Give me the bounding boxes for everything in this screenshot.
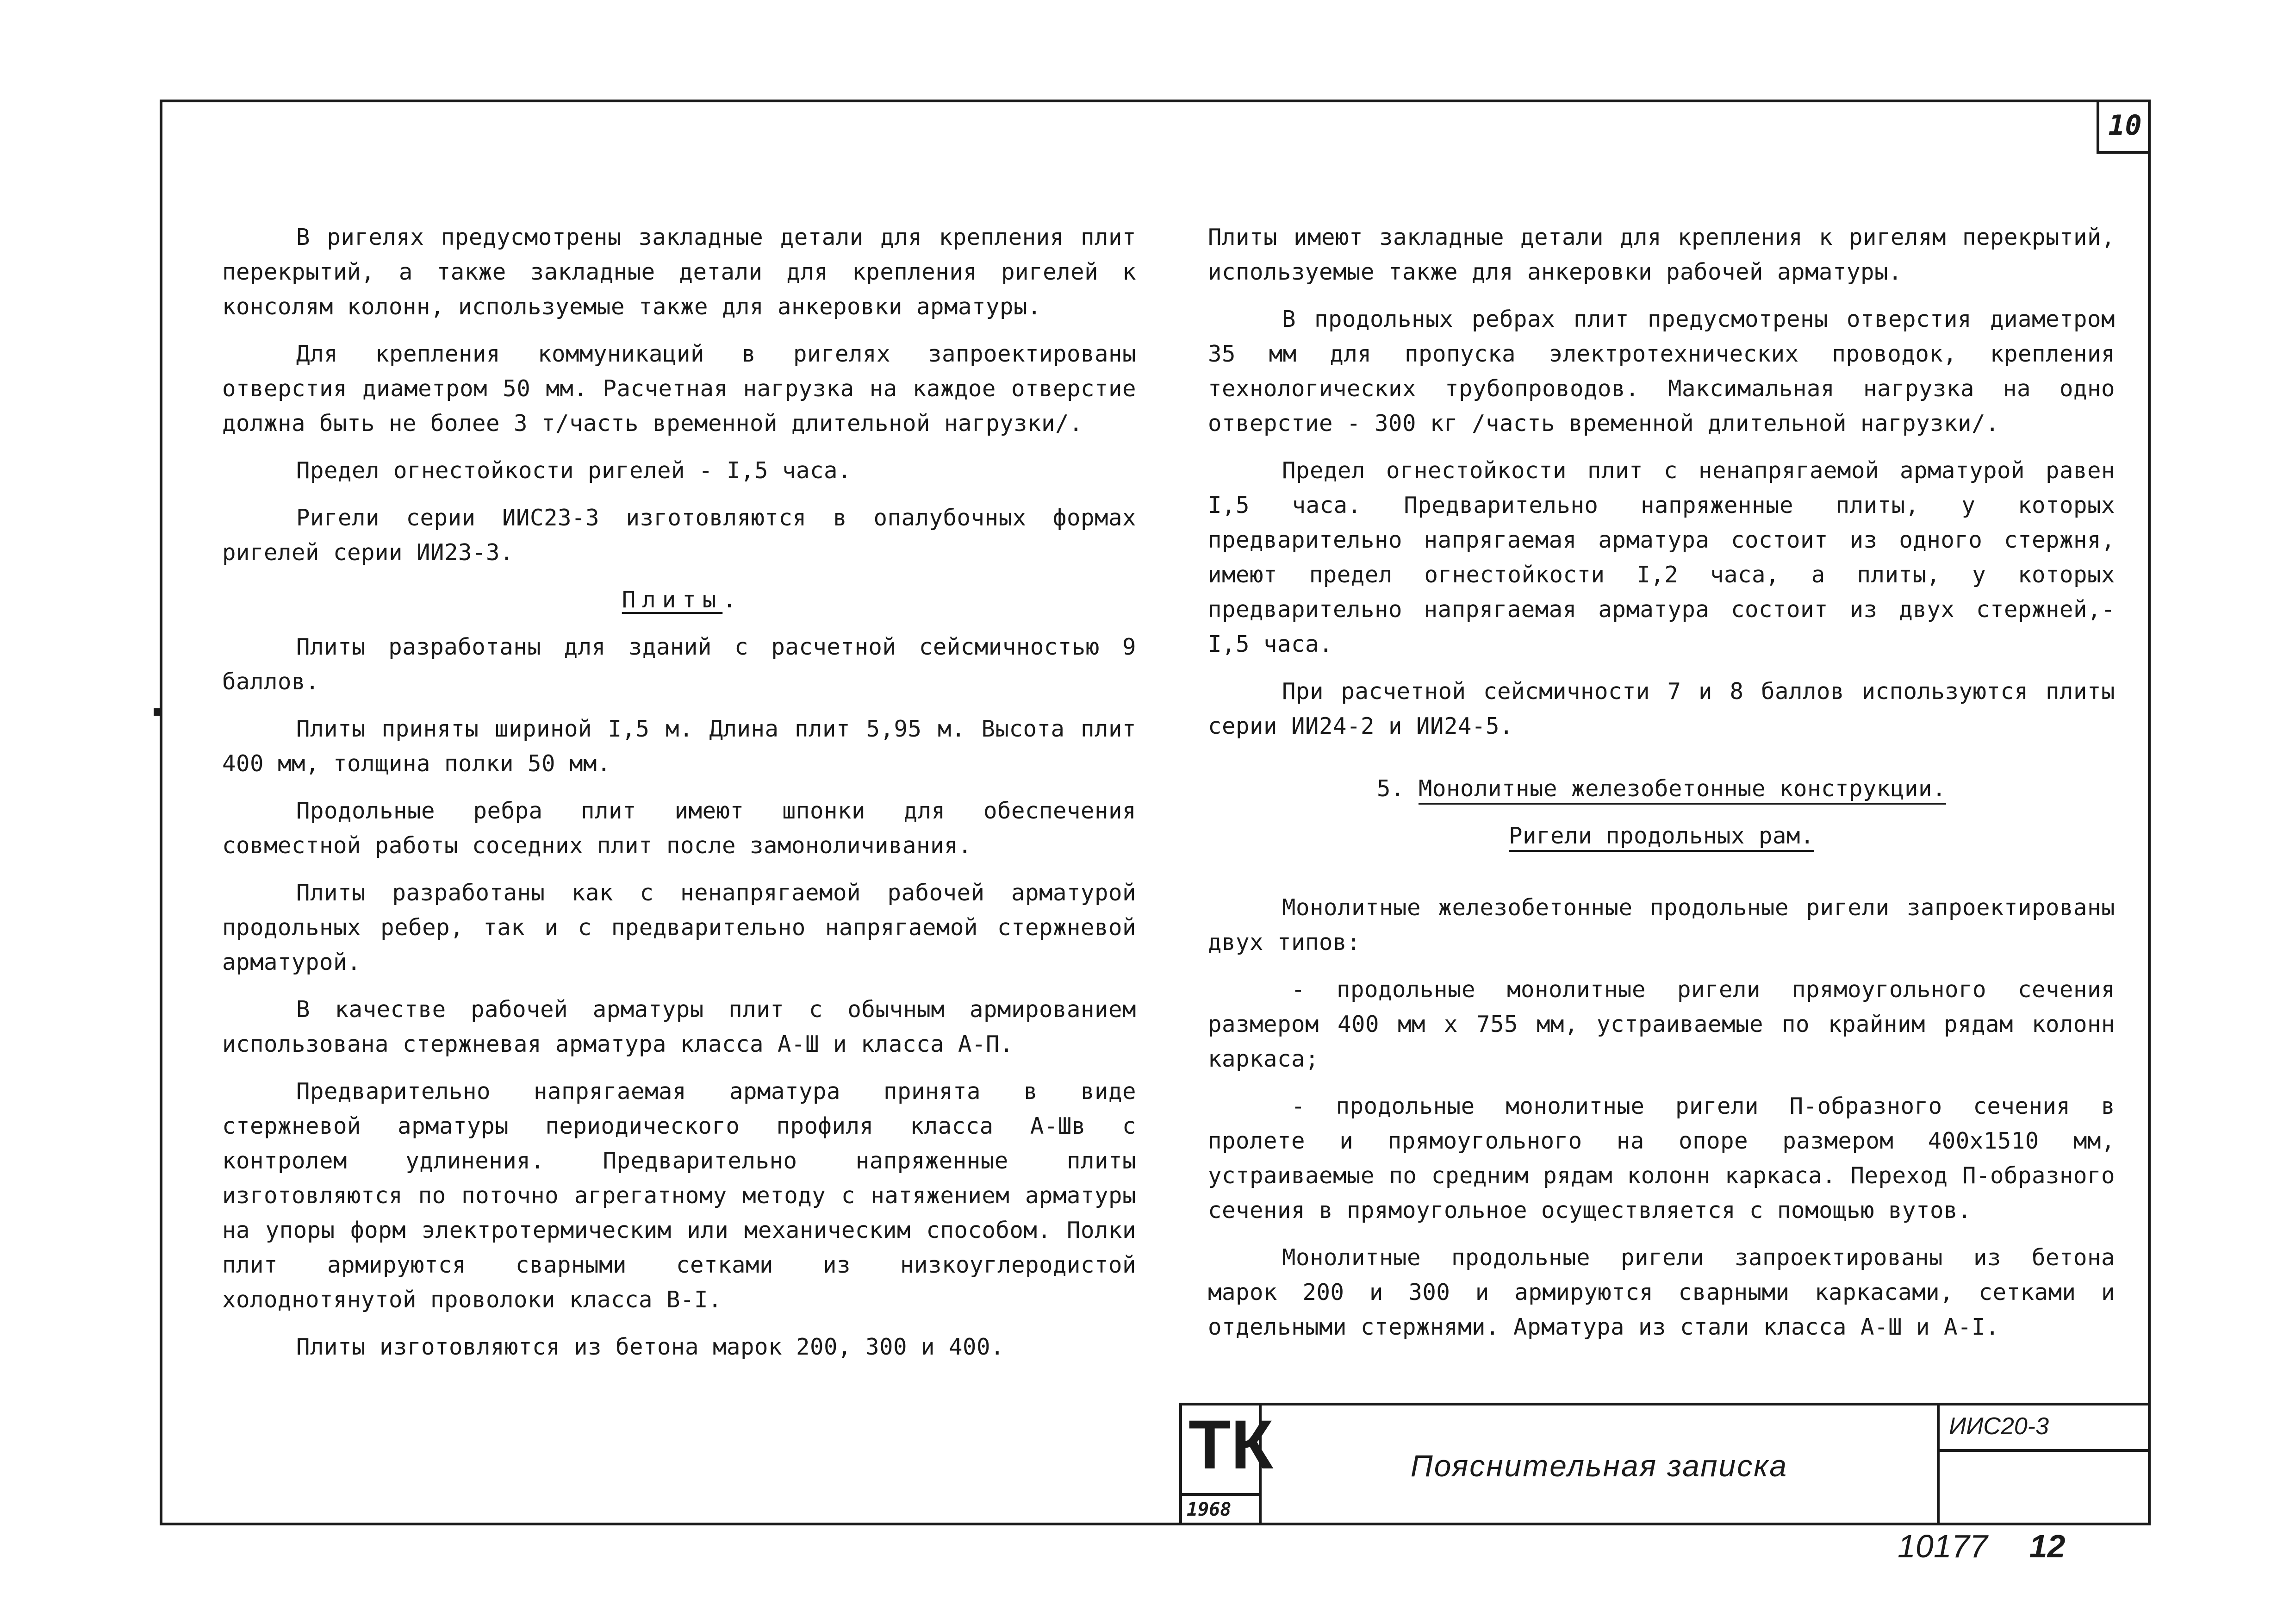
paragraph: Плиты имеют закладные детали для крепления к ригелям перекрытий, используемые также для анкеровки рабочей арматуры.	[1208, 224, 2115, 285]
subsection-heading	[1208, 818, 2115, 853]
paragraph: Монолитные железобетонные продольные ригели запроектированы двух типов:	[1208, 894, 2115, 956]
margin-mark	[154, 708, 161, 716]
tk-logo: ТК	[1188, 1405, 1274, 1483]
subsection-title: Ригели продольных рам.	[1508, 823, 1814, 849]
stamp-year: 1968	[1182, 1493, 1259, 1525]
heading-text: Плиты	[622, 587, 723, 613]
stamp-logo-cell	[1182, 1405, 1274, 1525]
riegel-types-list	[1208, 972, 2115, 1228]
section-heading-monolithic	[1208, 771, 2115, 806]
section-heading-plates	[222, 582, 1136, 617]
page-number: 12	[2029, 1528, 2066, 1564]
stamp-series-code: ИИС20-3	[1940, 1405, 2151, 1452]
heading-punct: .	[722, 587, 737, 613]
left-text-column	[222, 220, 1136, 1377]
paragraph: Плиты приняты шириной I,5 м. Длина плит 5,95 м. Высота плит 400 мм, толщина полки 50 мм.	[222, 716, 1136, 777]
paragraph: Плиты разработаны как с ненапрягаемой рабочей арматурой продольных ребер, так и с предварительно напрягаемой стержневой арматурой.	[222, 880, 1136, 975]
paragraph: В качестве рабочей арматуры плит с обычным армированием использована стержневая арматура класса А-Ш и класса А-П.	[222, 996, 1136, 1057]
paragraph: При расчетной сейсмичности 7 и 8 баллов используются плиты серии ИИ24-2 и ИИ24-5.	[1208, 678, 2115, 739]
section-title: Монолитные железобетонные конструкции.	[1419, 775, 1947, 802]
footer-numbers	[1898, 1528, 2066, 1565]
paragraph: Монолитные продольные ригели запроектированы из бетона марок 200 и 300 и армируются сварными каркасами, сетками и отдельными стержнями. Арматура из стали класса А-Ш и А-I.	[1208, 1244, 2115, 1340]
inventory-number: 10177	[1898, 1528, 1988, 1564]
section-number: 5.	[1376, 775, 1405, 802]
paragraph: Плиты изготовляются из бетона марок 200, 300 и 400.	[296, 1334, 1005, 1360]
paragraph: Ригели серии ИИС23-3 изготовляются в опалубочных формах ригелей серии ИИ23-3.	[222, 505, 1136, 566]
paragraph: Продольные ребра плит имеют шпонки для обеспечения совместной работы соседних плит после замоноличивания.	[222, 798, 1136, 859]
paragraph: Предварительно напрягаемая арматура принята в виде стержневой арматуры периодического профиля класса А-Шв с контролем удлинения. Предварительно напряженные плиты изготовляются по поточно агрегатному методу с натяжением арматуры на упоры форм электротермическим или механическим способом. Полки плит армируются сварными сетками из низкоуглеродистой холоднотянутой проволоки класса В-I.	[222, 1078, 1136, 1313]
paragraph: Предел огнестойкости плит с ненапрягаемой арматурой равен I,5 часа. Предварительно напряженные плиты, у которых предварительно напрягаемая арматура состоит из одного стержня, имеют предел огнестойкости I,2 часа, а плиты, у которых предварительно напрягаемая арматура состоит из двух стержней,- I,5 часа.	[1208, 457, 2115, 657]
stamp-title: Пояснительная записка	[1262, 1405, 1940, 1525]
right-text-column	[1208, 220, 2115, 1357]
paragraph: Предел огнестойкости ригелей - I,5 часа.	[296, 457, 852, 484]
list-item: - продольные монолитные ригели прямоугольного сечения размером 400 мм х 755 мм, устраиваемые по крайним рядам колонн каркаса;	[1208, 976, 2115, 1072]
title-block	[1179, 1403, 2151, 1525]
paragraph: В ригелях предусмотрены закладные детали для крепления плит перекрытий, а также закладные детали для крепления ригелей к консолям колонн, используемые также для анкеровки арматуры.	[222, 224, 1136, 320]
paragraph: Плиты разработаны для зданий с расчетной сейсмичностью 9 баллов.	[222, 634, 1136, 695]
list-item: - продольные монолитные ригели П-образного сечения в пролете и прямоугольного на опоре размером 400х1510 мм, устраиваемые по средним рядам колонн каркаса. Переход П-образного сечения в прямоугольное осуществляется с помощью вутов.	[1208, 1093, 2115, 1224]
paragraph: Для крепления коммуникаций в ригелях запроектированы отверстия диаметром 50 мм. Расчетная нагрузка на каждое отверстие должна быть не более 3 т/часть временной длительной нагрузки/.	[222, 341, 1136, 437]
stamp-empty-cell	[1940, 1452, 2151, 1525]
sheet-number: 10	[2097, 100, 2151, 154]
paragraph: В продольных ребрах плит предусмотрены отверстия диаметром 35 мм для пропуска электротехнических проводок, крепления технологических трубопроводов. Максимальная нагрузка на одно отверстие - 300 кг /часть временной длительной нагрузки/.	[1208, 306, 2115, 437]
